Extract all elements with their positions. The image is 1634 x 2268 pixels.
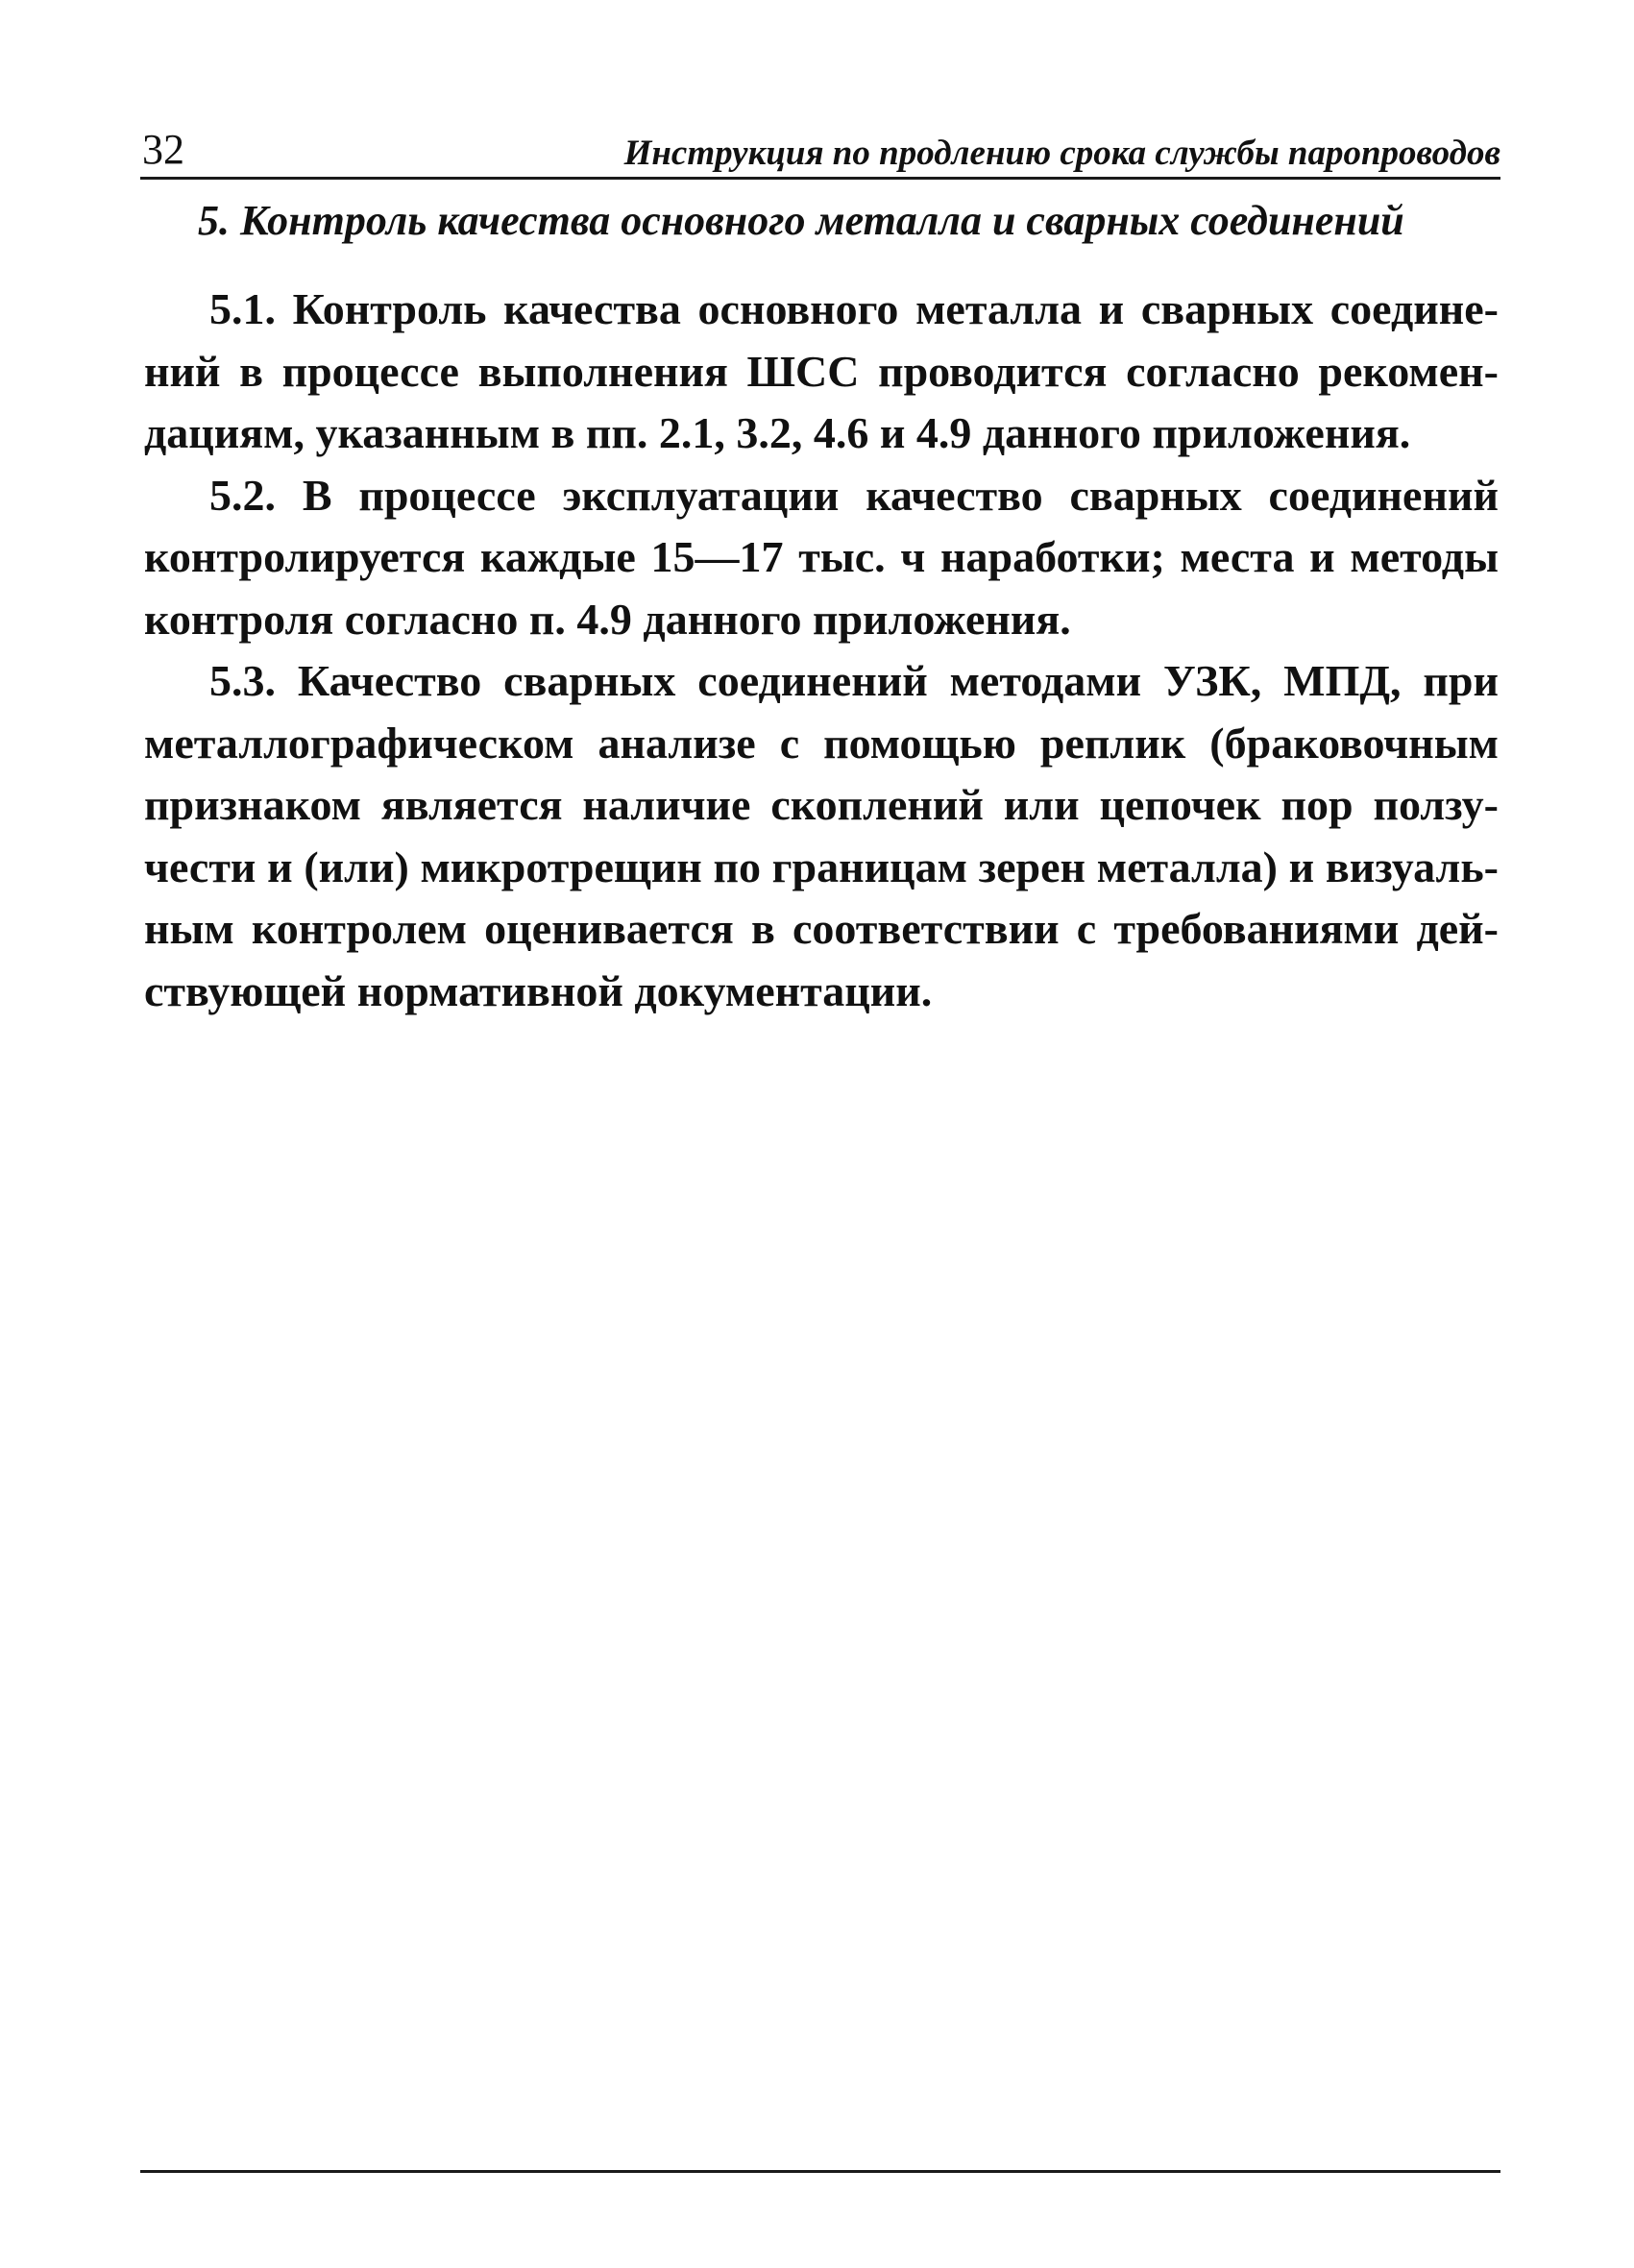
paragraph-5-3: 5.3. Качество сварных соединений методами УЗК, МПД, при металлографическом анализе с помощью реплик (браковочным признаком является наличие скоплений или цепочек пор ползучести и (или) микротрещин по границам зерен металла) и визуальным контролем оценивается в соответствии с требованиями действующей нормативной документации. [144, 656, 1499, 1015]
section-title: 5. Контроль качества основного металла и сварных соединений [198, 197, 1404, 244]
running-title: Инструкция по продлению срока службы паропроводов [623, 134, 1500, 173]
page-number: 32 [142, 126, 184, 173]
paragraph-5-2: 5.2. В процессе эксплуатации качество сварных соединений контролируется каждые 15—17 тыс. ч наработки; места и методы контроля согласно п. 4.9 данного приложения. [144, 470, 1499, 644]
footer-rule [140, 2170, 1500, 2173]
page-header [140, 123, 1500, 180]
body-text [144, 279, 1499, 1022]
paragraph-5-1: 5.1. Контроль качества основного металла и сварных соединений в процессе выполнения ШСС проводится согласно рекомендациям, указанным в пп. 2.1, 3.2, 4.6 и 4.9 данного приложения. [144, 284, 1499, 457]
